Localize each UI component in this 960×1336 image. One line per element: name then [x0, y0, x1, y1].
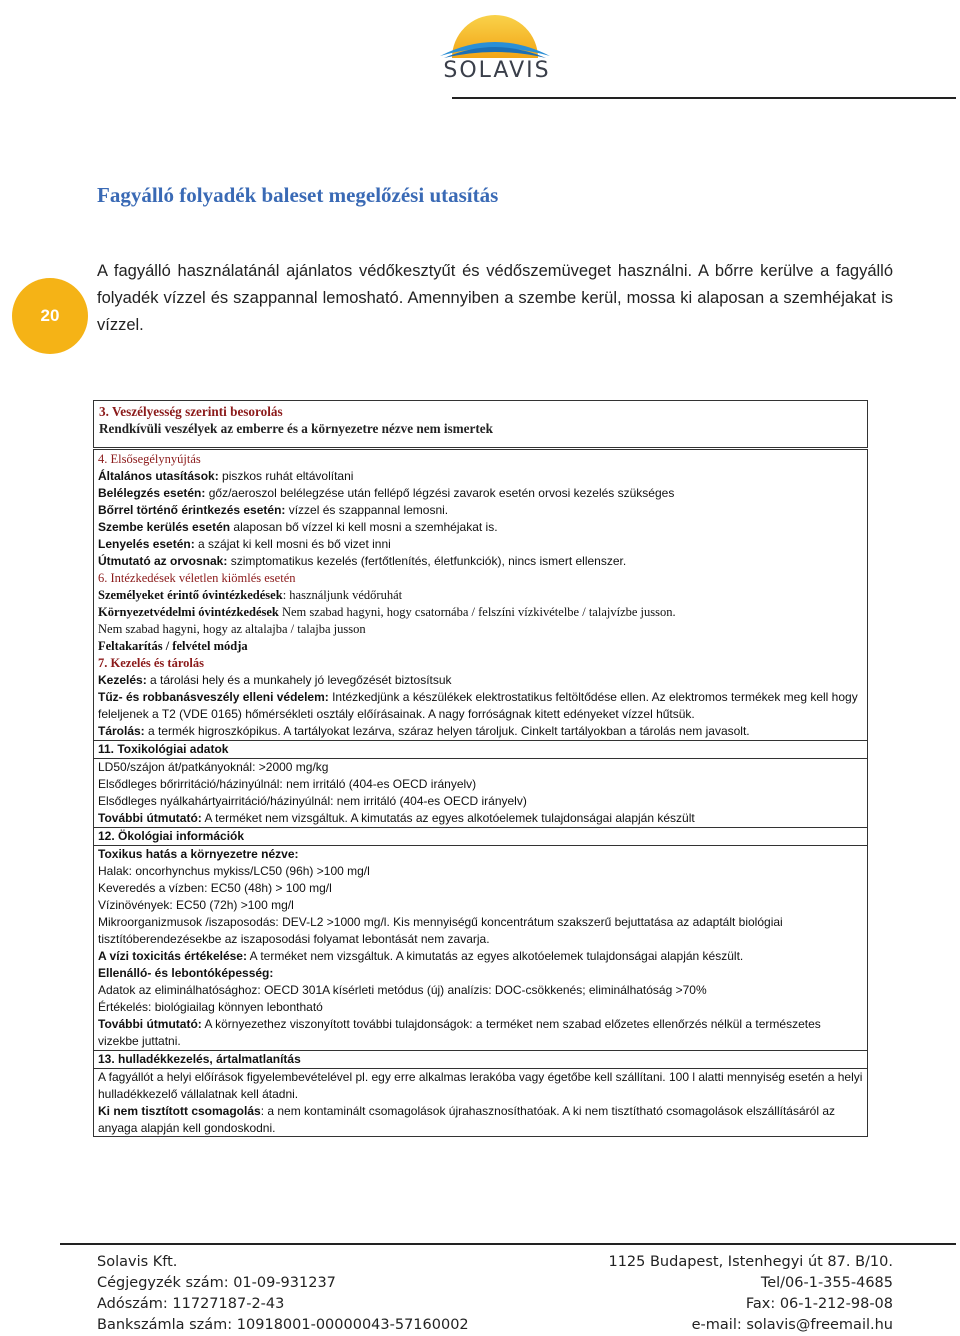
section-7-heading: 7. Kezelés és tárolás [98, 656, 204, 670]
section-6-line [98, 604, 863, 621]
section-12-line: Mikroorganizmusok /iszaposodás: DEV-L2 >1000 mg/l. Kis mennyiségű koncentrátum szakszerű bejuttatása az adaptált biológiai tisztítóberendezésekbe az iszaposodási folyamat lebontását nem zavarja. [98, 915, 783, 946]
footer-divider [60, 1243, 956, 1245]
section-12-line [98, 1016, 863, 1050]
section-11-line [98, 810, 863, 827]
label: Tárolás: [98, 724, 145, 738]
text: : a nem kontaminált csomagolások újrahasznosíthatóak. A ki nem tisztítható csomagolások elszállításáról az anyaga alapján kell gondoskodni. [98, 1104, 835, 1135]
section-11-heading: 11. Toxikológiai adatok [94, 740, 867, 759]
document-title: Fagyálló folyadék baleset megelőzési utasítás [97, 183, 499, 207]
section-6-line: Feltakarítás / felvétel módja [98, 639, 248, 653]
section-13-line: A fagyállót a helyi előírások figyelembevételével pl. egy erre alkalmas lerakóba vagy égetőbe kell szállítani. 100 l alatti mennyiség esetén a helyi hulladékkezelő vállalatnak kell átadni. [98, 1070, 863, 1101]
page-number-badge: 20 [12, 278, 88, 354]
label: Ki nem tisztított csomagolás [98, 1104, 261, 1118]
footer-company: Solavis Kft. [97, 1254, 178, 1270]
text: A környezethez viszonyított további tulajdonságok: a terméket nem szabad előzetes ellenőrzés nélkül a természetes vizekbe juttatni. [98, 1017, 821, 1048]
section-11-line: Elsődleges bőrirritáció/házinyúlnál: nem irritáló (404-es OECD irányelv) [98, 777, 477, 791]
label: A vízi toxicitás értékelése: [98, 949, 247, 963]
text: gőz/aeroszol belélegzése után fellépő légzési zavarok esetén orvosi kezelés szükséges [205, 486, 675, 500]
section-12-heading: 12. Ökológiai információk [94, 827, 867, 846]
footer-tax: Adószám: 11727187-2-43 [97, 1296, 285, 1312]
section-3-heading: 3. Veszélyesség szerinti besorolás [99, 404, 283, 419]
label: Lenyelés esetén: [98, 537, 195, 551]
section-6-line [98, 587, 863, 604]
section-12-line: Keveredés a vízben: EC50 (48h) > 100 mg/l [98, 881, 332, 895]
section-4-line [98, 519, 863, 536]
text: a tárolási hely és a munkahely jó levegőzését biztosítsuk [146, 673, 452, 687]
footer-right [608, 1252, 893, 1336]
section-3-text: Rendkívüli veszélyek az emberre és a környezetre nézve nem ismertek [99, 421, 493, 436]
section-4-line [98, 536, 863, 553]
section-4-line [98, 468, 863, 485]
section-12-line [98, 948, 863, 965]
section-6-line: Nem szabad hagyni, hogy az altalajba / talajba jusson [98, 622, 366, 636]
footer-tel: Tel/06-1-355-4685 [760, 1275, 893, 1291]
label: Kezelés: [98, 673, 147, 687]
label: További útmutató: [98, 811, 202, 825]
text: A terméket nem vizsgáltuk. A kimutatás az egyes alkotóelemek tulajdonságai alapján készült [201, 811, 695, 825]
section-7-line [98, 672, 863, 689]
text: A terméket nem vizsgáltuk. A kimutatás az egyes alkotóelemek tulajdonságai alapján készült. [246, 949, 744, 963]
safety-data-box [93, 449, 868, 1137]
section-7-line [98, 723, 863, 740]
section-12-line: Ellenálló- és lebontóképesség: [98, 966, 274, 980]
label: Általános utasítások: [98, 469, 219, 483]
label: Környezetvédelmi óvintézkedések [98, 605, 279, 619]
label: Tűz- és robbanásveszély elleni védelem: [98, 690, 329, 704]
footer-email: e-mail: solavis@freemail.hu [691, 1317, 893, 1333]
text: szimptomatikus kezelés (fertőtlenítés, életfunkciók), nincs ismert ellenszer. [227, 554, 627, 568]
section-6-heading: 6. Intézkedések véletlen kiömlés esetén [98, 571, 296, 585]
label: Szembe kerülés esetén [98, 520, 231, 534]
text: Intézkedjünk a készülékek elektrostatikus feltöltődése ellen. Az elektromos termékek meg kell hogy feleljenek a T2 (VDE 0165) hőmérsékleti osztály előírásainak. A nagy forróságnak kitett edényeket vízzel hűtsük. [98, 690, 858, 721]
section-11-line: Elsődleges nyálkahártyairritáció/házinyúlnál: nem irritáló (404-es OECD irányelv) [98, 794, 527, 808]
section-3-box [93, 400, 868, 448]
section-4-line [98, 553, 863, 570]
text: alaposan bő vízzel ki kell mosni a szemhéjakat is. [230, 520, 498, 534]
intro-paragraph: A fagyálló használatánál ajánlatos védőkesztyűt és védőszemüveget használni. A bőrre kerülve a fagyálló folyadék vízzel és szappannal lemosható. Amennyiben a szembe kerül, mossa ki alaposan a szemhéjakat is vízzel. [97, 262, 893, 334]
section-12-line: Toxikus hatás a környezetre nézve: [98, 847, 299, 861]
section-12-line: Vízinövények: EC50 (72h) >100 mg/l [98, 898, 294, 912]
text: piszkos ruhát eltávolítani [218, 469, 354, 483]
text: a szájat ki kell mosni és bő vizet inni [194, 537, 391, 551]
footer-registry: Cégjegyzék szám: 01-09-931237 [97, 1275, 336, 1291]
label: Személyeket érintő óvintézkedések [98, 588, 283, 602]
section-12-line: Halak: oncorhynchus mykiss/LC50 (96h) >100 mg/l [98, 864, 370, 878]
section-11-line: LD50/szájon át/patkányoknál: >2000 mg/kg [98, 760, 329, 774]
section-4-line [98, 502, 863, 519]
footer-bank: Bankszámla szám: 10918001-00000043-57160002 [97, 1317, 469, 1333]
label: További útmutató: [98, 1017, 202, 1031]
text: vízzel és szappannal lemosni. [285, 503, 449, 517]
section-4-heading: 4. Elsősegélynyújtás [98, 452, 201, 466]
header-divider [452, 97, 956, 99]
section-13-heading: 13. hulladékkezelés, ártalmatlanítás [94, 1050, 867, 1069]
label: Útmutató az orvosnak: [98, 554, 228, 568]
text: : használjunk védőruhát [282, 588, 403, 602]
section-4-line [98, 485, 863, 502]
section-13-line [98, 1103, 863, 1137]
text: a termék higroszkópikus. A tartályokat lezárva, száraz helyen tároljuk. Cinkelt tartályokban a tárolás nem javasolt. [144, 724, 750, 738]
section-12-line: Adatok az eliminálhatósághoz: OECD 301A kísérleti metódus (új) analízis: DOC-csökkenés; eliminálhatóság >70% [98, 983, 707, 997]
footer-address: 1125 Budapest, Istenhegyi út 87. B/10. [608, 1254, 893, 1270]
section-7-line [98, 689, 863, 723]
text: Nem szabad hagyni, hogy csatornába / felszíni vízkivételbe / talajvízbe jusson. [278, 605, 676, 619]
label: Bőrrel történő érintkezés esetén: [98, 503, 286, 517]
section-12-line: Értékelés: biológiailag könnyen lebontható [98, 1000, 323, 1014]
label: Belélegzés esetén: [98, 486, 206, 500]
logo-wordmark: SOLAVIS [443, 58, 551, 83]
footer-left [97, 1252, 469, 1336]
footer-fax: Fax: 06-1-212-98-08 [745, 1296, 893, 1312]
